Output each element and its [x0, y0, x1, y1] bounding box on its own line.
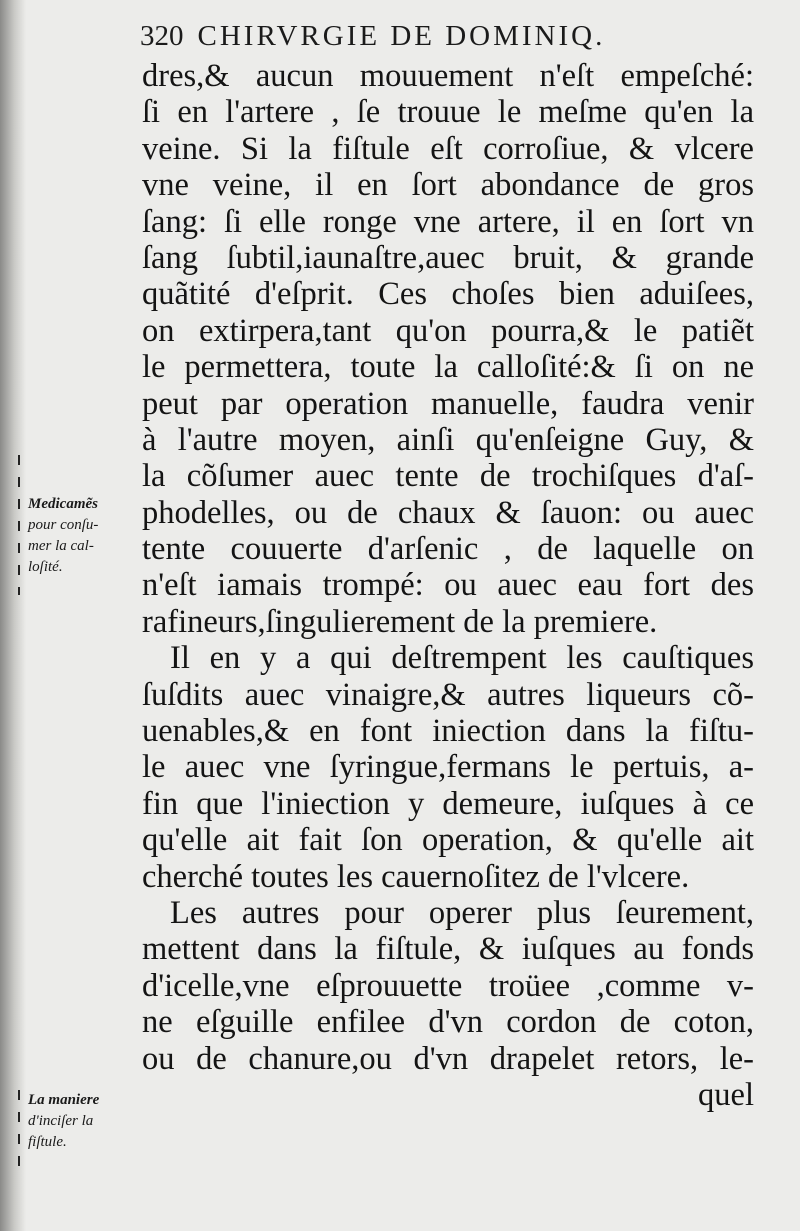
- margin-rule-marks: [18, 1090, 20, 1170]
- text-line: fin que l'iniection y demeure, iuſques à ce: [142, 785, 754, 822]
- margin-note-line: Medicamẽs: [28, 496, 98, 512]
- margin-note-line: pour conſu-: [28, 517, 99, 533]
- text-line: uenables,& en font iniection dans la fiſtu-: [142, 713, 754, 750]
- text-line: Il en y a qui deſtrempent les cauſtiques: [170, 640, 754, 677]
- margin-note: [28, 494, 146, 578]
- text-line: le permettera, toute la calloſité:& ſi on ne: [142, 349, 754, 386]
- text-line: la cõſumer auec tente de trochiſques d'aſ-: [142, 458, 754, 495]
- text-line: mettent dans la fiſtule, & iuſques au fonds: [142, 931, 754, 968]
- text-line: ſang: ſi elle ronge vne artere, il en ſort vn: [142, 203, 754, 240]
- running-title: CHIRVRGIE DE DOMINIQ.: [197, 20, 606, 52]
- text-line: Les autres pour operer plus ſeurement,: [170, 894, 754, 931]
- text-line: ſi en l'artere , ſe trouue le meſme qu'en la: [142, 94, 754, 131]
- margin-note-line: d'inciſer la: [28, 1113, 94, 1129]
- text-line: phodelles, ou de chaux & ſauon: ou auec: [142, 494, 754, 531]
- margin-note-line: loſité.: [28, 559, 63, 575]
- text-line: ou de chanure,ou d'vn drapelet retors, le-: [142, 1040, 754, 1077]
- text-line: ſang ſubtil,iaunaſtre,auec bruit, & grande: [142, 239, 754, 276]
- margin-rule-marks: [18, 455, 20, 595]
- margin-note-line: mer la cal-: [28, 538, 94, 554]
- text-line: peut par operation manuelle, faudra venir: [142, 385, 754, 422]
- margin-note-line: La maniere: [28, 1092, 100, 1108]
- text-line: d'icelle,vne eſprouuette troüee ,comme v-: [142, 967, 754, 1004]
- margin-note-line: fiſtule.: [28, 1134, 67, 1150]
- text-line: ſuſdits auec vinaigre,& autres liqueurs cõ-: [142, 676, 754, 713]
- text-line: rafineurs,ſingulierement de la premiere.: [142, 603, 658, 640]
- body-text: [142, 58, 754, 1113]
- page-number: 320: [140, 20, 184, 52]
- text-line: ne eſguille enfilee d'vn cordon de coton,: [142, 1004, 754, 1041]
- text-line: à l'autre moyen, ainſi qu'enſeigne Guy, &: [142, 421, 754, 458]
- text-line: n'eſt iamais trompé: ou auec eau fort des: [142, 567, 754, 604]
- text-line: tente couuerte d'arſenic , de laquelle on: [142, 531, 754, 568]
- text-line: veine. Si la fiſtule eſt corroſiue, & vlcere: [142, 130, 754, 167]
- text-line: on extirpera,tant qu'on pourra,& le patiẽt: [142, 312, 754, 349]
- text-line: cherché toutes les cauernoſitez de l'vlcere.: [142, 858, 690, 895]
- text-line: quãtité d'eſprit. Ces choſes bien aduiſees,: [142, 276, 754, 313]
- text-line: qu'elle ait fait ſon operation, & qu'elle ait: [142, 822, 754, 859]
- margin-note: [28, 1090, 146, 1153]
- gutter-shadow: [0, 0, 26, 1231]
- running-head: [140, 20, 740, 53]
- text-line: vne veine, il en ſort abondance de gros: [142, 167, 754, 204]
- catchword: quel: [698, 1076, 754, 1113]
- text-line: dres,& aucun mouuement n'eſt empeſché:: [142, 58, 754, 94]
- text-line: le auec vne ſyringue,fermans le pertuis, a-: [142, 749, 754, 786]
